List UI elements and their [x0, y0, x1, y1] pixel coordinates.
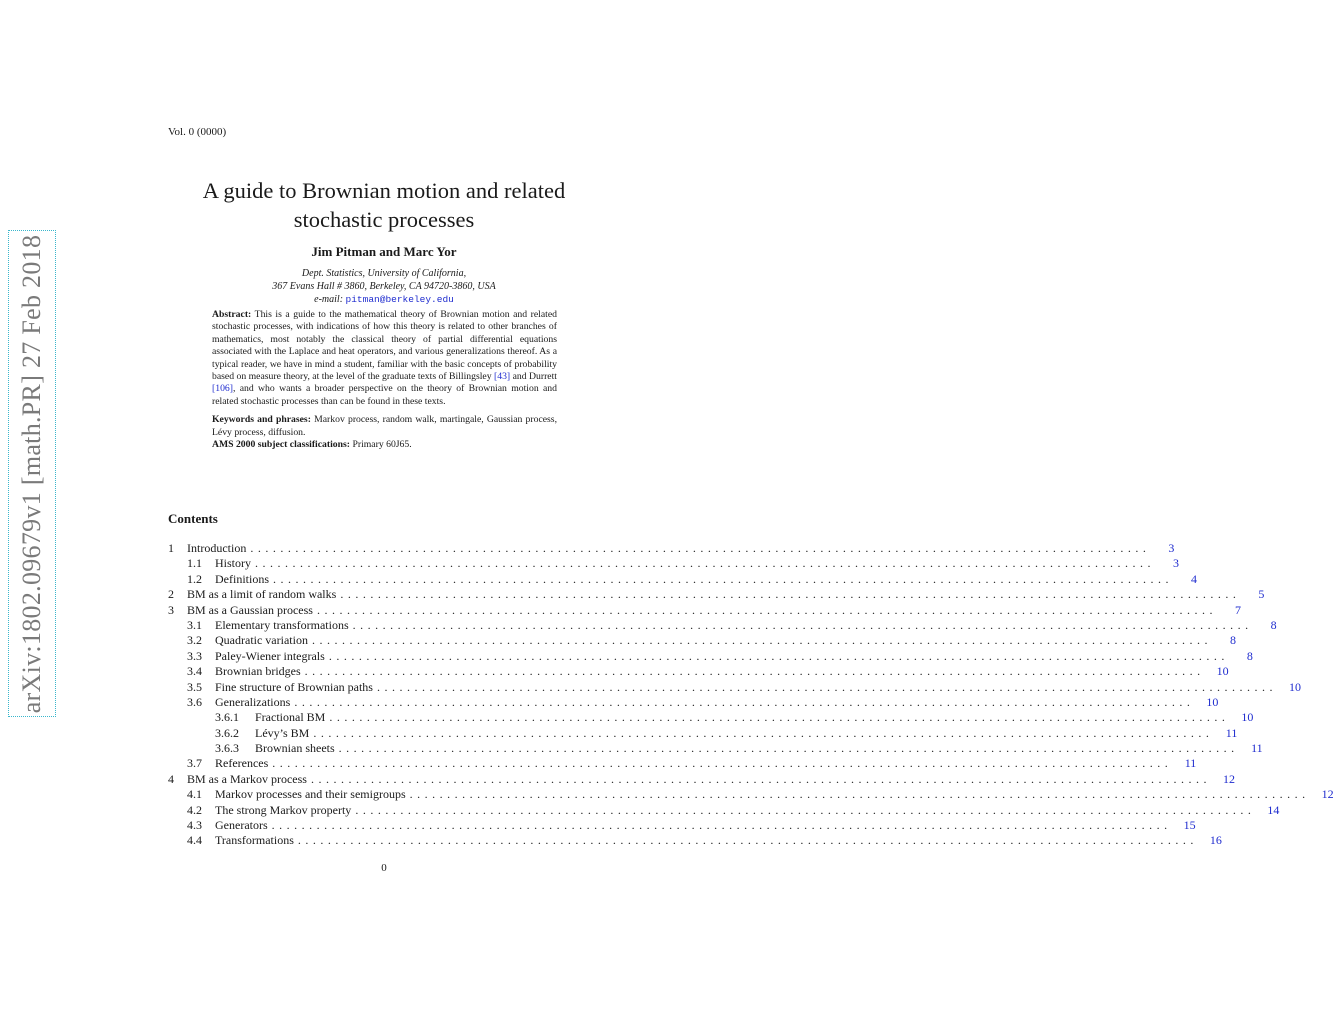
- toc-entry-label: BM as a limit of random walks: [187, 587, 337, 602]
- toc-entry-label: Elementary transformations: [215, 617, 349, 632]
- toc-entry[interactable]: [168, 710, 1254, 725]
- toc-entry[interactable]: [168, 648, 1253, 664]
- toc-leader-dots: ........................................................................................................................: [255, 556, 1155, 571]
- toc-entry[interactable]: [168, 602, 1241, 618]
- citation-link-106[interactable]: [106]: [212, 383, 233, 395]
- toc-entry-number: 3.2: [187, 633, 202, 648]
- abstract-text-3: , and who wants a broader perspective on the theory of Brownian motion and related stochastic processes than can be found in these texts.: [212, 383, 557, 407]
- page-number: 0: [381, 862, 387, 874]
- toc-leader-dots: ........................................................................................................................: [271, 818, 1172, 833]
- toc-leader-dots: ........................................................................................................................: [352, 617, 1253, 632]
- toc-page-link[interactable]: 10: [1241, 710, 1254, 725]
- toc-page-link[interactable]: 3: [1173, 556, 1179, 571]
- toc-page-link[interactable]: 14: [1267, 802, 1280, 817]
- keywords-label: Keywords and phrases:: [212, 414, 311, 426]
- affiliation-line-2: 367 Evans Hall # 3860, Berkeley, CA 94720-3860, USA: [272, 281, 496, 292]
- toc-entry-number: 3.7: [187, 756, 202, 771]
- toc-leader-dots: ........................................................................................................................: [297, 833, 1198, 848]
- toc-page-link[interactable]: 8: [1229, 633, 1236, 648]
- keywords: [212, 414, 557, 439]
- toc-entry-number: 3.6.2: [215, 725, 239, 740]
- arxiv-stamp-text: arXiv:1802.09679v1 [math.PR] 27 Feb 2018: [17, 234, 46, 713]
- toc-entry-label: Fractional BM: [255, 710, 326, 725]
- toc-entry-number: 3.1: [187, 617, 202, 632]
- toc-leader-dots: ........................................................................................................................: [250, 541, 1151, 555]
- toc-page-link[interactable]: 16: [1209, 833, 1222, 848]
- toc-entry[interactable]: [168, 818, 1196, 833]
- toc-leader-dots: ........................................................................................................................: [273, 571, 1173, 586]
- toc-page-link[interactable]: 8: [1270, 617, 1277, 632]
- toc-entry[interactable]: [168, 787, 1334, 802]
- toc-entry-label: The strong Markov property: [215, 802, 352, 817]
- ams-label: AMS 2000 subject classifications:: [212, 439, 351, 451]
- toc-entry[interactable]: [168, 694, 1219, 710]
- toc-entry[interactable]: [168, 541, 1175, 556]
- toc-leader-dots: ........................................................................................................................: [310, 771, 1211, 786]
- toc-entry-number: 4.2: [187, 802, 202, 817]
- toc-entry-number: 3.3: [187, 648, 202, 663]
- table-of-contents: [168, 541, 1334, 849]
- email-label: e-mail:: [314, 294, 344, 305]
- toc-leader-dots: ........................................................................................................................: [355, 802, 1256, 817]
- toc-entry-label: Markov processes and their semigroups: [215, 787, 406, 802]
- toc-entry-label: References: [215, 756, 269, 771]
- volume-label: Vol. 0 (0000): [168, 126, 227, 138]
- toc-leader-dots: ........................................................................................................................: [304, 664, 1205, 679]
- toc-leader-dots: ........................................................................................................................: [340, 587, 1241, 602]
- toc-page-link[interactable]: 3: [1168, 541, 1175, 555]
- toc-page-link[interactable]: 4: [1191, 571, 1197, 586]
- toc-page-link[interactable]: 10: [1216, 664, 1229, 679]
- toc-entry-number: 4.3: [187, 818, 202, 833]
- toc-entry-number: 3: [168, 602, 174, 617]
- toc-leader-dots: ........................................................................................................................: [328, 648, 1229, 663]
- toc-entry[interactable]: [168, 571, 1197, 587]
- toc-page-link[interactable]: 12: [1321, 787, 1334, 802]
- toc-entry[interactable]: [168, 556, 1179, 571]
- abstract-paragraph: [212, 309, 557, 408]
- toc-entry-number: 3.6.3: [215, 741, 239, 756]
- toc-page-link[interactable]: 8: [1246, 648, 1253, 663]
- affiliation: [168, 267, 600, 306]
- abstract-label: Abstract:: [212, 309, 252, 320]
- toc-leader-dots: ........................................................................................................................: [294, 694, 1195, 709]
- toc-entry-label: BM as a Gaussian process: [187, 602, 313, 617]
- toc-entry-label: Generalizations: [215, 694, 291, 709]
- toc-entry[interactable]: [168, 617, 1277, 633]
- toc-entry-label: Lévy’s BM: [255, 725, 310, 740]
- toc-entry-number: 3.6.1: [215, 710, 239, 725]
- toc-page-link[interactable]: 11: [1184, 756, 1197, 771]
- toc-entry[interactable]: [168, 802, 1280, 818]
- toc-entry-label: Definitions: [215, 571, 269, 586]
- paper-title: A guide to Brownian motion and related stochastic processes: [202, 178, 566, 232]
- toc-entry[interactable]: [168, 679, 1301, 695]
- toc-leader-dots: ........................................................................................................................: [376, 679, 1277, 694]
- arxiv-stamp: [8, 230, 56, 717]
- toc-entry-label: Transformations: [215, 833, 294, 848]
- toc-entry[interactable]: [168, 756, 1197, 771]
- ams-text: Primary 60J65.: [352, 439, 412, 451]
- toc-leader-dots: ........................................................................................................................: [409, 787, 1310, 802]
- toc-entry[interactable]: [168, 741, 1263, 756]
- toc-page-link[interactable]: 7: [1234, 602, 1241, 617]
- affiliation-line-1: Dept. Statistics, University of California,: [301, 268, 467, 279]
- toc-entry[interactable]: [168, 771, 1235, 787]
- toc-entry-label: Quadratic variation: [215, 633, 308, 648]
- toc-entry-label: Generators: [215, 818, 268, 833]
- toc-leader-dots: ........................................................................................................................: [313, 725, 1214, 740]
- toc-page-link[interactable]: 5: [1258, 587, 1265, 602]
- toc-entry-number: 4.1: [187, 787, 202, 802]
- toc-entry-number: 3.6: [187, 694, 202, 709]
- toc-entry-label: BM as a Markov process: [187, 771, 307, 786]
- toc-entry[interactable]: [168, 833, 1222, 848]
- toc-page-link[interactable]: 12: [1222, 771, 1235, 786]
- toc-entry-number: 1.2: [187, 571, 202, 586]
- abstract: [212, 309, 557, 451]
- toc-entry-label: Paley-Wiener integrals: [215, 648, 325, 663]
- toc-entry-label: Fine structure of Brownian paths: [215, 679, 373, 694]
- toc-leader-dots: ........................................................................................................................: [338, 741, 1239, 756]
- toc-leader-dots: ........................................................................................................................: [316, 602, 1217, 617]
- ams-classification: [212, 439, 557, 451]
- toc-page-link[interactable]: 10: [1206, 694, 1219, 709]
- toc-entry-number: 4.4: [187, 833, 202, 848]
- toc-entry-number: 1.1: [187, 556, 202, 571]
- abstract-text-1: This is a guide to the mathematical theory of Brownian motion and related stochastic processes, with indications of how this theory is related to other branches of mathematics, most notably the classical theory of partial differential equations associated with the Laplace and heat operators, and various generalizations thereof. As a typical reader, we have in mind a student, familiar with the basic concepts of probability based on measure theory, at the level of the graduate texts of Billingsley: [212, 309, 558, 383]
- toc-page-link[interactable]: 11: [1225, 725, 1238, 740]
- toc-entry[interactable]: [168, 633, 1236, 648]
- toc-leader-dots: ........................................................................................................................: [272, 756, 1173, 771]
- toc-entry-number: 2: [168, 587, 174, 602]
- toc-page-link[interactable]: 11: [1251, 741, 1263, 756]
- toc-entry-number: 4: [168, 771, 174, 786]
- toc-entry[interactable]: [168, 725, 1238, 741]
- toc-leader-dots: ........................................................................................................................: [311, 633, 1212, 648]
- toc-entry-label: Introduction: [187, 541, 247, 555]
- toc-entry-label: Brownian bridges: [215, 664, 301, 679]
- toc-entry-label: History: [215, 556, 251, 571]
- authors: Jim Pitman and Marc Yor: [311, 244, 457, 259]
- toc-entry[interactable]: [168, 587, 1265, 602]
- toc-page-link[interactable]: 15: [1183, 818, 1196, 833]
- email-link[interactable]: pitman@berkeley.edu: [345, 294, 454, 305]
- contents-heading: Contents: [168, 511, 218, 526]
- toc-entry[interactable]: [168, 664, 1229, 679]
- toc-entry-number: 1: [168, 541, 174, 555]
- toc-entry-number: 3.4: [187, 664, 202, 679]
- toc-leader-dots: ........................................................................................................................: [329, 710, 1230, 725]
- email-line: [168, 293, 600, 306]
- toc-page-link[interactable]: 10: [1288, 679, 1301, 694]
- toc-entry-number: 3.5: [187, 679, 202, 694]
- abstract-text-2: and Durrett: [512, 371, 557, 383]
- toc-entry-label: Brownian sheets: [255, 741, 335, 756]
- keywords-text: Markov process, random walk, martingale, Gaussian process, Lévy process, diffusion.: [212, 414, 558, 438]
- citation-link-43[interactable]: [43]: [494, 371, 511, 383]
